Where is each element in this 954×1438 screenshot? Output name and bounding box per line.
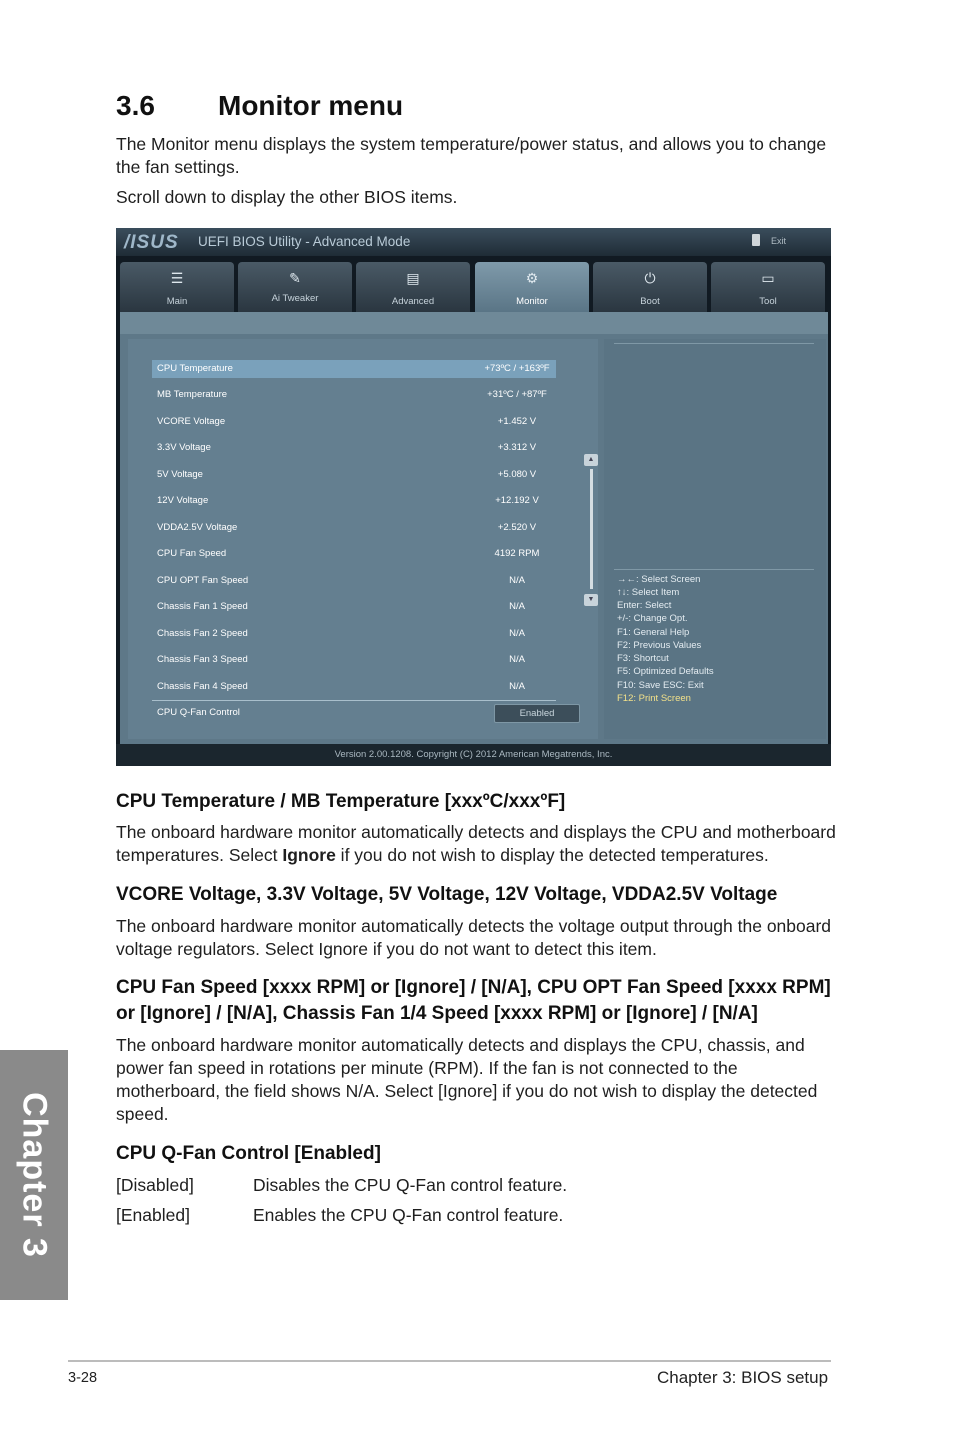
row-3v3-voltage[interactable] — [152, 439, 556, 457]
row-value: +2.520 V — [497, 522, 537, 533]
help-f12: F12: Print Screen — [617, 693, 691, 704]
chapter-tab-label: Chapter 3 — [15, 1092, 54, 1258]
tab-label: Advanced — [391, 296, 435, 307]
row-value: N/A — [509, 654, 525, 665]
row-vdda-voltage[interactable] — [152, 519, 556, 537]
row-chassis-fan-4[interactable] — [152, 678, 556, 696]
row-cpu-temperature[interactable] — [152, 360, 556, 378]
scrollbar[interactable] — [590, 469, 593, 589]
row-label: 5V Voltage — [157, 469, 203, 480]
bios-title: UEFI BIOS Utility - Advanced Mode — [198, 234, 411, 249]
row-cpu-opt-fan-speed[interactable] — [152, 572, 556, 590]
tab-label: Monitor — [516, 296, 548, 307]
chapter-side-tab — [0, 1050, 68, 1300]
row-label: 12V Voltage — [157, 495, 209, 506]
heading-temperature: CPU Temperature / MB Temperature [xxxºC/xxxºF] — [116, 791, 566, 812]
paragraph-fan-speed: The onboard hardware monitor automatically detects and displays the CPU, chassis, and power fan speed in rotations per minute (RPM). If the fan is not connected to the motherboard, the field shows N/A. Select [Ignore] if you do not wish to display the detected speed. — [116, 1035, 818, 1124]
row-label: CPU Q-Fan Control — [157, 707, 240, 718]
option-disabled-key: [Disabled] — [116, 1175, 194, 1195]
option-enabled-key: [Enabled] — [116, 1205, 190, 1225]
row-label: VDDA2.5V Voltage — [157, 522, 238, 533]
page-number: 3-28 — [68, 1370, 98, 1386]
tab-label: Tool — [759, 296, 777, 307]
text: The onboard hardware monitor automatically detects and displays the CPU and motherboard temperatures. Select — [116, 822, 836, 865]
tab-tool[interactable] — [711, 262, 825, 312]
row-label: CPU Fan Speed — [157, 548, 227, 559]
heading-voltage: VCORE Voltage, 3.3V Voltage, 5V Voltage, 12V Voltage, VDDA2.5V Voltage — [116, 884, 778, 905]
monitor-icon: ⚙ — [525, 270, 539, 286]
row-chassis-fan-2[interactable] — [152, 625, 556, 643]
paragraph-temperature — [116, 821, 836, 867]
help-divider — [614, 343, 814, 344]
row-12v-voltage[interactable] — [152, 492, 556, 510]
row-value: N/A — [509, 575, 525, 586]
tab-main[interactable] — [120, 262, 234, 312]
footer-rule — [68, 1360, 831, 1362]
exit-button[interactable]: Exit — [771, 236, 787, 246]
scroll-note: Scroll down to display the other BIOS items. — [116, 187, 458, 207]
tab-label: Main — [166, 296, 188, 307]
row-divider — [152, 700, 556, 701]
list-icon: ☰ — [170, 270, 184, 286]
section-name: Monitor menu — [218, 90, 404, 121]
row-value: +73ºC / +163ºF — [484, 363, 550, 374]
tab-label: Ai Tweaker — [271, 293, 319, 304]
advanced-icon: ▤ — [406, 270, 420, 286]
row-5v-voltage[interactable] — [152, 466, 556, 484]
row-label: Chassis Fan 4 Speed — [157, 681, 248, 692]
row-chassis-fan-3[interactable] — [152, 651, 556, 669]
bios-tab-bar — [120, 262, 828, 312]
tab-label: Boot — [640, 296, 660, 307]
row-label: Chassis Fan 2 Speed — [157, 628, 248, 639]
power-icon: ⏻ — [644, 270, 656, 286]
row-label: MB Temperature — [157, 389, 228, 400]
row-value: N/A — [509, 628, 525, 639]
row-label: CPU Temperature — [157, 363, 233, 374]
help-divider — [614, 569, 814, 570]
row-chassis-fan-1[interactable] — [152, 598, 556, 616]
tab-monitor[interactable] — [475, 262, 589, 312]
monitor-list-panel — [128, 339, 598, 739]
row-label: Chassis Fan 1 Speed — [157, 601, 248, 612]
scroll-up-icon[interactable]: ▲ — [584, 454, 598, 466]
row-label: 3.3V Voltage — [157, 442, 211, 453]
section-title — [116, 90, 403, 122]
qfan-select[interactable]: Enabled — [494, 704, 580, 723]
help-f2: F2: Previous Values — [617, 640, 702, 651]
section-number: 3.6 — [116, 90, 155, 121]
row-value: +3.312 V — [497, 442, 537, 453]
option-enabled-desc: Enables the CPU Q-Fan control feature. — [253, 1205, 564, 1225]
help-f3: F3: Shortcut — [617, 653, 669, 664]
help-f1: F1: General Help — [617, 627, 690, 638]
bios-screenshot — [116, 228, 831, 766]
tab-boot[interactable] — [593, 262, 707, 312]
tool-icon: ▭ — [761, 270, 775, 286]
row-value: N/A — [509, 601, 525, 612]
heading-qfan-control: CPU Q-Fan Control [Enabled] — [116, 1143, 381, 1164]
help-panel — [604, 339, 826, 739]
row-mb-temperature[interactable] — [152, 386, 556, 404]
help-change-opt: +/-: Change Opt. — [617, 613, 688, 624]
row-cpu-qfan-control[interactable] — [152, 704, 556, 722]
emphasis-ignore: Ignore — [282, 845, 336, 865]
help-enter: Enter: Select — [617, 600, 672, 611]
bios-body — [120, 312, 828, 744]
help-select-item: ↑↓: Select Item — [617, 587, 680, 598]
help-select-screen: →←: Select Screen — [617, 574, 701, 585]
row-value: +31ºC / +87ºF — [487, 389, 547, 400]
tab-advanced[interactable] — [356, 262, 470, 312]
tab-ai-tweaker[interactable] — [238, 262, 352, 312]
footer-chapter: Chapter 3: BIOS setup — [657, 1368, 829, 1387]
row-value: +1.452 V — [497, 416, 537, 427]
scroll-down-icon[interactable]: ▼ — [584, 594, 598, 606]
text: if you do not wish to display the detected temperatures. — [335, 845, 769, 865]
bios-titlebar — [116, 228, 831, 256]
row-label: VCORE Voltage — [157, 416, 226, 427]
help-f5: F5: Optimized Defaults — [617, 666, 714, 677]
asus-logo: /ISUS — [124, 232, 179, 253]
exit-icon[interactable] — [752, 234, 760, 246]
intro-paragraph: The Monitor menu displays the system temperature/power status, and allows you to change the fan settings. — [116, 134, 827, 177]
help-f10-esc: F10: Save ESC: Exit — [617, 680, 704, 691]
bios-sub-strip — [120, 312, 828, 334]
row-value: +12.192 V — [495, 495, 539, 506]
row-cpu-fan-speed[interactable] — [152, 545, 556, 563]
row-value: 4192 RPM — [494, 548, 540, 559]
heading-fan-speed: CPU Fan Speed [xxxx RPM] or [Ignore] / [N/A], CPU OPT Fan Speed [xxxx RPM] or [Ignore] / [N/A], Chassis Fan 1/4 Speed [xxxx RPM] or [Ignore] / [N/A] — [116, 977, 831, 1024]
row-vcore-voltage[interactable] — [152, 413, 556, 431]
row-label: CPU OPT Fan Speed — [157, 575, 249, 586]
row-value: N/A — [509, 681, 525, 692]
option-disabled-desc: Disables the CPU Q-Fan control feature. — [253, 1175, 568, 1195]
row-label: Chassis Fan 3 Speed — [157, 654, 248, 665]
row-value: +5.080 V — [497, 469, 537, 480]
bios-version-footer: Version 2.00.1208. Copyright (C) 2012 American Megatrends, Inc. — [116, 744, 831, 766]
tweaker-icon: ✎ — [289, 270, 301, 286]
paragraph-voltage: The onboard hardware monitor automatically detects the voltage output through the onboard voltage regulators. Select Ignore if you do not want to detect this item. — [116, 916, 832, 959]
